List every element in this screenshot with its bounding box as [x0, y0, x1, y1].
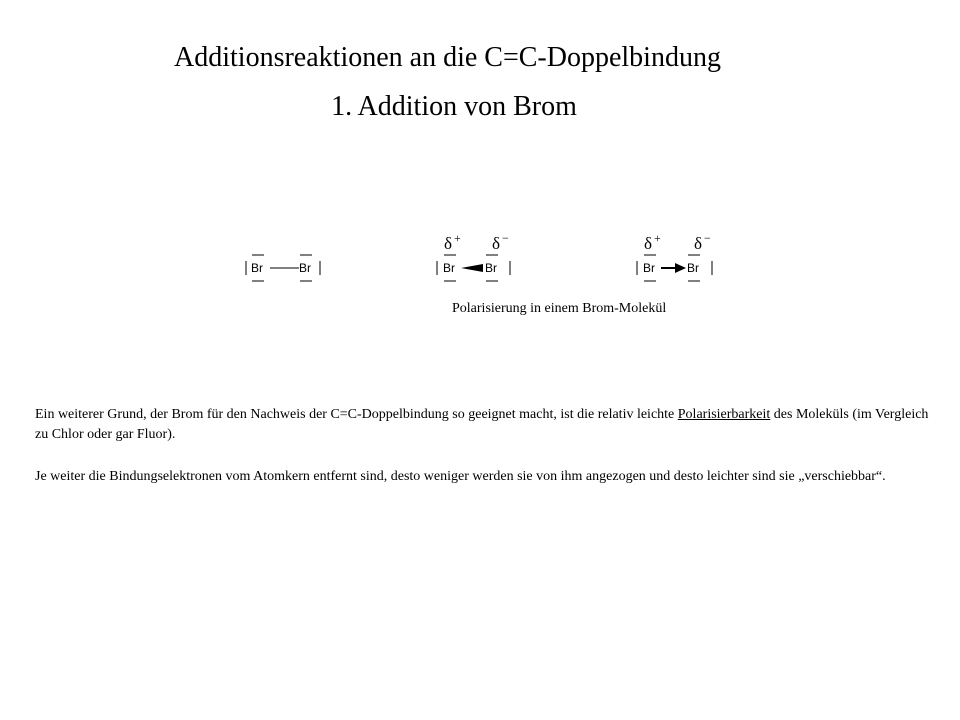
delta-minus-sign: − [704, 231, 711, 245]
bromine-atom-right: Br [687, 261, 699, 275]
polarizability-term: Polarisierbarkeit [677, 407, 771, 422]
paragraph-text: des Moleküls (im Vergleich zu Chlor oder gar Fluor). [35, 407, 929, 442]
paragraph-polarizability [35, 405, 935, 445]
slide-subtitle: 1. Addition von Brom [331, 91, 577, 122]
slide-title: Additionsreaktionen an die C=C-Doppelbindung [174, 42, 721, 73]
bromine-atom-left: Br [443, 261, 455, 275]
polarization-caption: Polarisierung in einem Brom-Molekül [452, 301, 667, 316]
delta-plus-sign: + [454, 231, 461, 245]
paragraph-text: Ein weiterer Grund, der Brom für den Nachweis der C=C-Doppelbindung so geeignet macht, ist die relativ leichte [35, 407, 678, 422]
paragraph-electron-distance: Je weiter die Bindungselektronen vom Atomkern entfernt sind, desto weniger werden sie von ihm angezogen und desto leichter sind sie „verschiebbar“. [35, 469, 886, 484]
bromine-atom-left: Br [251, 261, 263, 275]
bromine-atom-right: Br [299, 261, 311, 275]
delta-plus-sign: + [654, 231, 661, 245]
delta-minus-sign: − [502, 231, 509, 245]
bromine-molecule-structure [240, 250, 340, 286]
delta-symbol: δ [444, 234, 453, 253]
delta-symbol: δ [492, 234, 501, 253]
delta-symbol: δ [694, 234, 703, 253]
bromine-atom-left: Br [643, 261, 655, 275]
explanation-text [35, 405, 935, 487]
polarized-bromine-molecule-arrow [630, 232, 740, 288]
polarized-bromine-molecule-wedge [430, 232, 540, 288]
delta-symbol: δ [644, 234, 653, 253]
bromine-atom-right: Br [485, 261, 497, 275]
